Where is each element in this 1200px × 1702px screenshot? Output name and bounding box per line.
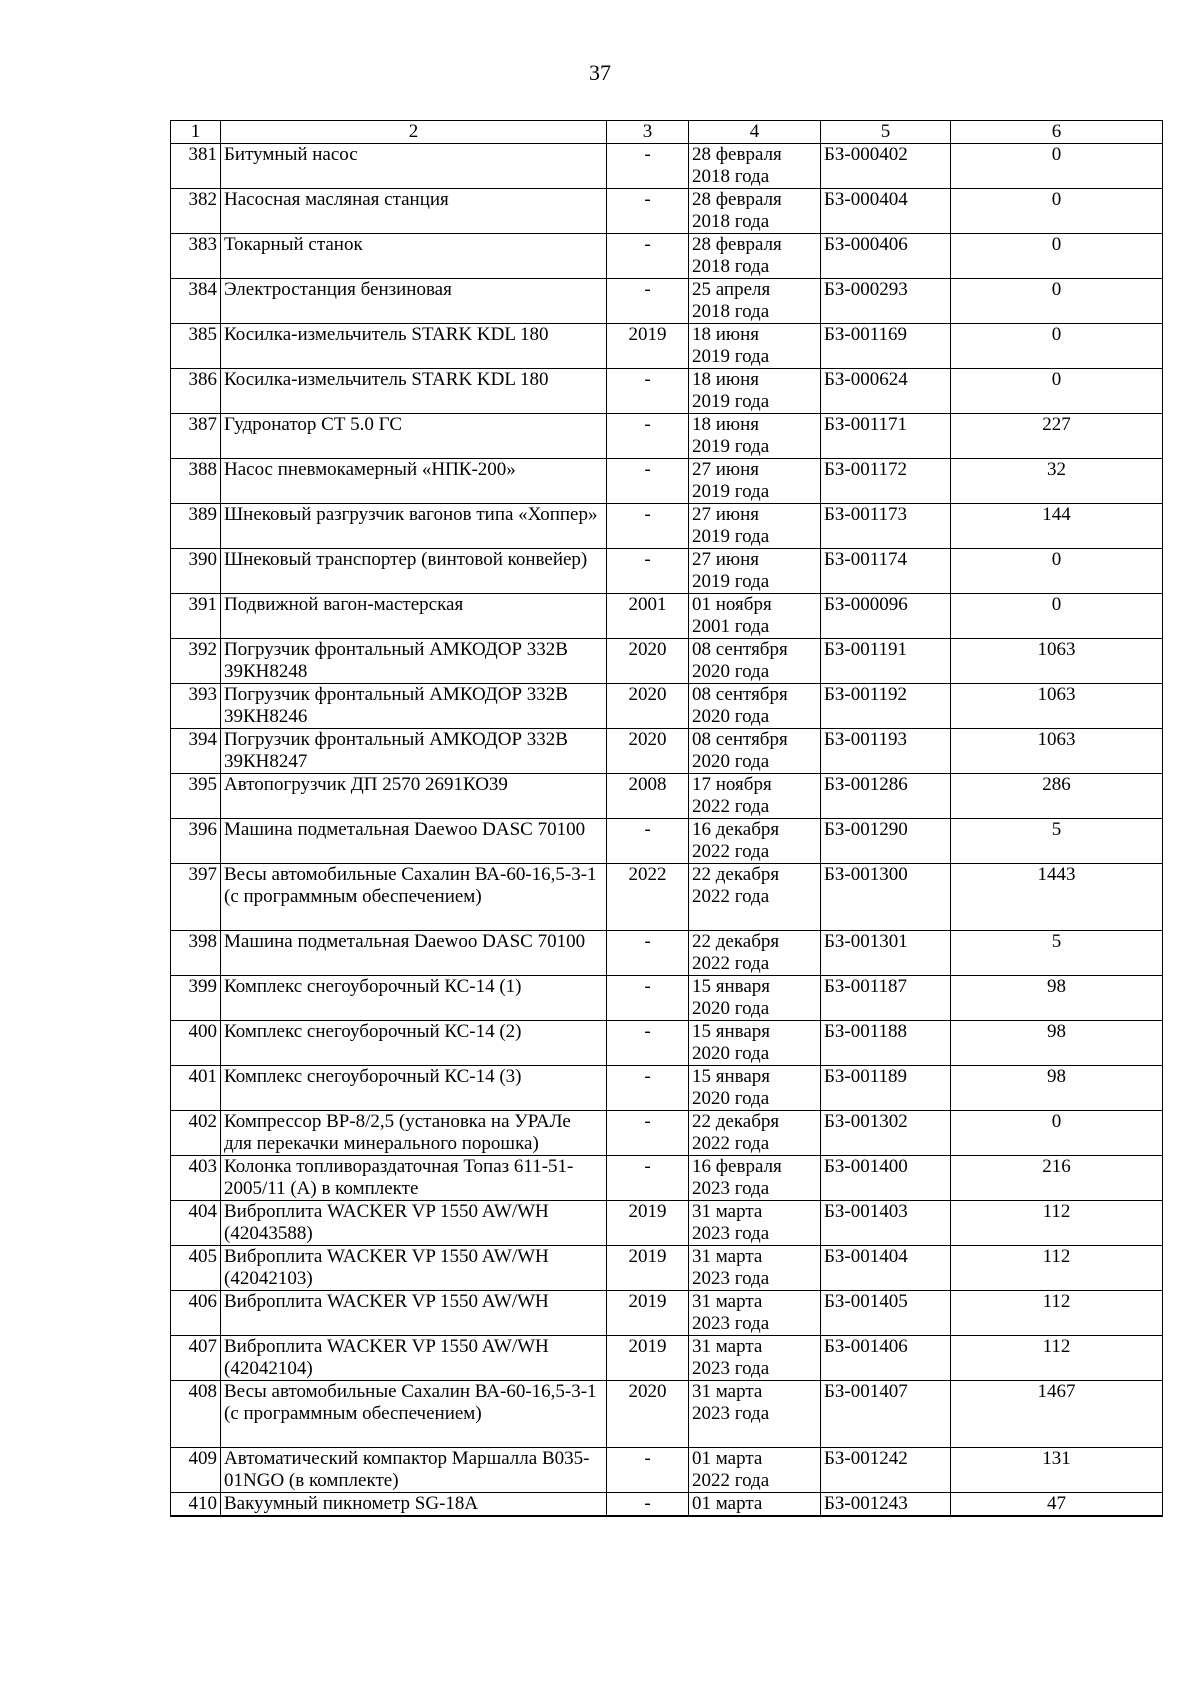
date-text: 27 июня 2019 года — [692, 504, 770, 547]
value-cell: 5 — [951, 819, 1163, 864]
item-name-cell: Комплекс снегоуборочный КС-14 (2) — [221, 1021, 607, 1066]
value-cell: 1467 — [951, 1381, 1163, 1448]
date-cell — [689, 1201, 821, 1246]
table-row — [171, 1066, 1163, 1111]
table-row — [171, 189, 1163, 234]
row-number-cell: 396 — [171, 819, 221, 864]
inventory-number-cell: БЗ-000402 — [821, 144, 951, 189]
row-number-cell: 384 — [171, 279, 221, 324]
year-cell: - — [607, 369, 689, 414]
inventory-number-cell: БЗ-001172 — [821, 459, 951, 504]
year-cell: 2019 — [607, 1291, 689, 1336]
date-cell — [689, 1021, 821, 1066]
date-cell — [689, 819, 821, 864]
item-name-cell: Погрузчик фронтальный АМКОДОР 332В 39КН8247 — [221, 729, 607, 774]
date-cell — [689, 1381, 821, 1448]
year-cell: 2019 — [607, 324, 689, 369]
row-number-cell: 392 — [171, 639, 221, 684]
inventory-number-cell: БЗ-001193 — [821, 729, 951, 774]
item-name-cell: Насос пневмокамерный «НПК-200» — [221, 459, 607, 504]
year-cell: - — [607, 1156, 689, 1201]
row-number-cell: 406 — [171, 1291, 221, 1336]
year-cell: - — [607, 931, 689, 976]
row-number-cell: 407 — [171, 1336, 221, 1381]
value-cell: 0 — [951, 549, 1163, 594]
value-cell: 1443 — [951, 864, 1163, 931]
table-row — [171, 1448, 1163, 1493]
value-cell: 0 — [951, 369, 1163, 414]
item-name-cell: Комплекс снегоуборочный КС-14 (3) — [221, 1066, 607, 1111]
inventory-number-cell: БЗ-000404 — [821, 189, 951, 234]
row-number-cell: 409 — [171, 1448, 221, 1493]
row-number-cell: 390 — [171, 549, 221, 594]
date-text: 28 февраля 2018 года — [692, 144, 782, 187]
table-row — [171, 819, 1163, 864]
year-cell: - — [607, 1111, 689, 1156]
inventory-number-cell: БЗ-001188 — [821, 1021, 951, 1066]
year-cell: - — [607, 1448, 689, 1493]
date-cell — [689, 684, 821, 729]
date-cell — [689, 369, 821, 414]
item-name-cell: Битумный насос — [221, 144, 607, 189]
item-name-cell: Виброплита WACKER VP 1550 AW/WH (42042103) — [221, 1246, 607, 1291]
table-row — [171, 684, 1163, 729]
date-cell — [689, 1336, 821, 1381]
year-cell: - — [607, 414, 689, 459]
item-name-cell: Виброплита WACKER VP 1550 AW/WH (42042104) — [221, 1336, 607, 1381]
value-cell: 32 — [951, 459, 1163, 504]
date-text: 18 июня 2019 года — [692, 369, 770, 412]
date-text: 28 февраля 2018 года — [692, 234, 782, 277]
table-row — [171, 1111, 1163, 1156]
item-name-cell: Насосная масляная станция — [221, 189, 607, 234]
year-cell: - — [607, 459, 689, 504]
inventory-number-cell: БЗ-000293 — [821, 279, 951, 324]
date-cell — [689, 931, 821, 976]
year-cell: - — [607, 144, 689, 189]
table-row — [171, 1493, 1163, 1517]
row-number-cell: 399 — [171, 976, 221, 1021]
table-row — [171, 1291, 1163, 1336]
item-name-cell: Комплекс снегоуборочный КС-14 (1) — [221, 976, 607, 1021]
table-row — [171, 414, 1163, 459]
value-cell: 0 — [951, 324, 1163, 369]
item-name-cell: Колонка топливораздаточная Топаз 611-51-2005/11 (А) в комплекте — [221, 1156, 607, 1201]
table-row — [171, 976, 1163, 1021]
date-cell — [689, 729, 821, 774]
value-cell: 112 — [951, 1201, 1163, 1246]
row-number-cell: 397 — [171, 864, 221, 931]
date-text: 18 июня 2019 года — [692, 324, 770, 367]
inventory-number-cell: БЗ-001302 — [821, 1111, 951, 1156]
table-row — [171, 774, 1163, 819]
row-number-cell: 394 — [171, 729, 221, 774]
table-row — [171, 324, 1163, 369]
date-text: 27 июня 2019 года — [692, 459, 770, 502]
inventory-number-cell: БЗ-001173 — [821, 504, 951, 549]
inventory-number-cell: БЗ-001301 — [821, 931, 951, 976]
header-cell: 6 — [951, 121, 1163, 144]
date-text: 15 января 2020 года — [692, 976, 771, 1019]
value-cell: 0 — [951, 189, 1163, 234]
date-text: 08 сентября 2020 года — [692, 729, 788, 772]
header-cell: 3 — [607, 121, 689, 144]
date-text: 16 декабря 2022 года — [692, 819, 780, 862]
item-name-cell: Шнековый разгрузчик вагонов типа «Хоппер» — [221, 504, 607, 549]
year-cell: - — [607, 279, 689, 324]
date-text: 15 января 2020 года — [692, 1066, 771, 1109]
row-number-cell: 391 — [171, 594, 221, 639]
value-cell: 286 — [951, 774, 1163, 819]
table-row — [171, 279, 1163, 324]
table-row — [171, 1156, 1163, 1201]
date-cell — [689, 234, 821, 279]
value-cell: 1063 — [951, 729, 1163, 774]
item-name-cell: Автопогрузчик ДП 2570 2691КО39 — [221, 774, 607, 819]
date-cell — [689, 504, 821, 549]
date-text: 18 июня 2019 года — [692, 414, 770, 457]
date-cell — [689, 324, 821, 369]
year-cell: 2020 — [607, 1381, 689, 1448]
date-cell — [689, 639, 821, 684]
year-cell: - — [607, 504, 689, 549]
item-name-cell: Виброплита WACKER VP 1550 AW/WH — [221, 1291, 607, 1336]
header-cell: 4 — [689, 121, 821, 144]
year-cell: - — [607, 549, 689, 594]
value-cell: 98 — [951, 976, 1163, 1021]
row-number-cell: 401 — [171, 1066, 221, 1111]
item-name-cell: Вакуумный пикнометр SG-18А — [221, 1493, 607, 1517]
year-cell: - — [607, 189, 689, 234]
table-row — [171, 931, 1163, 976]
date-cell — [689, 1066, 821, 1111]
value-cell: 1063 — [951, 639, 1163, 684]
row-number-cell: 400 — [171, 1021, 221, 1066]
value-cell: 0 — [951, 144, 1163, 189]
value-cell: 131 — [951, 1448, 1163, 1493]
page-number: 37 — [589, 60, 611, 85]
date-cell — [689, 1111, 821, 1156]
date-cell — [689, 1493, 821, 1517]
value-cell: 0 — [951, 279, 1163, 324]
inventory-number-cell: БЗ-001404 — [821, 1246, 951, 1291]
inventory-number-cell: БЗ-001407 — [821, 1381, 951, 1448]
value-cell: 216 — [951, 1156, 1163, 1201]
inventory-number-cell: БЗ-001403 — [821, 1201, 951, 1246]
date-text: 01 марта 2022 года — [692, 1448, 770, 1491]
table-row — [171, 459, 1163, 504]
row-number-cell: 405 — [171, 1246, 221, 1291]
year-cell: 2020 — [607, 729, 689, 774]
item-name-cell: Погрузчик фронтальный АМКОДОР 332В 39КН8246 — [221, 684, 607, 729]
inventory-number-cell: БЗ-001171 — [821, 414, 951, 459]
value-cell: 112 — [951, 1246, 1163, 1291]
date-cell — [689, 144, 821, 189]
inventory-number-cell: БЗ-001300 — [821, 864, 951, 931]
year-cell: - — [607, 1021, 689, 1066]
inventory-number-cell: БЗ-001243 — [821, 1493, 951, 1517]
inventory-number-cell: БЗ-001187 — [821, 976, 951, 1021]
year-cell: 2020 — [607, 684, 689, 729]
value-cell: 112 — [951, 1291, 1163, 1336]
table-row — [171, 504, 1163, 549]
value-cell: 144 — [951, 504, 1163, 549]
date-cell — [689, 459, 821, 504]
item-name-cell: Электростанция бензиновая — [221, 279, 607, 324]
row-number-cell: 403 — [171, 1156, 221, 1201]
item-name-cell: Гудронатор СТ 5.0 ГС — [221, 414, 607, 459]
item-name-cell: Весы автомобильные Сахалин ВА-60-16,5-3-1 (с программным обеспечением) — [221, 864, 607, 931]
item-name-cell: Машина подметальная Daewoo DASC 70100 — [221, 931, 607, 976]
header-cell: 1 — [171, 121, 221, 144]
table-row — [171, 594, 1163, 639]
date-text: 31 марта 2023 года — [692, 1291, 770, 1334]
date-cell — [689, 189, 821, 234]
inventory-number-cell: БЗ-001242 — [821, 1448, 951, 1493]
inventory-number-cell: БЗ-001169 — [821, 324, 951, 369]
table-row — [171, 369, 1163, 414]
date-cell — [689, 774, 821, 819]
value-cell: 112 — [951, 1336, 1163, 1381]
item-name-cell: Машина подметальная Daewoo DASC 70100 — [221, 819, 607, 864]
row-number-cell: 381 — [171, 144, 221, 189]
item-name-cell: Погрузчик фронтальный АМКОДОР 332В 39КН8248 — [221, 639, 607, 684]
row-number-cell: 389 — [171, 504, 221, 549]
date-text: 15 января 2020 года — [692, 1021, 771, 1064]
date-text: 16 февраля 2023 года — [692, 1156, 782, 1199]
year-cell: 2019 — [607, 1201, 689, 1246]
header-cell: 2 — [221, 121, 607, 144]
date-text: 31 марта 2023 года — [692, 1201, 770, 1244]
item-name-cell: Подвижной вагон-мастерская — [221, 594, 607, 639]
date-text: 08 сентября 2020 года — [692, 639, 788, 682]
date-cell — [689, 414, 821, 459]
table-row — [171, 1201, 1163, 1246]
inventory-number-cell: БЗ-000406 — [821, 234, 951, 279]
row-number-cell: 404 — [171, 1201, 221, 1246]
header-cell: 5 — [821, 121, 951, 144]
date-cell — [689, 1291, 821, 1336]
item-name-cell: Компрессор ВР-8/2,5 (установка на УРАЛе для перекачки минерального порошка) — [221, 1111, 607, 1156]
date-text: 01 марта — [692, 1493, 763, 1514]
date-text: 27 июня 2019 года — [692, 549, 770, 592]
table-row — [171, 1381, 1163, 1448]
year-cell: 2019 — [607, 1246, 689, 1291]
inventory-number-cell: БЗ-001290 — [821, 819, 951, 864]
item-name-cell: Токарный станок — [221, 234, 607, 279]
inventory-number-cell: БЗ-001405 — [821, 1291, 951, 1336]
row-number-cell: 387 — [171, 414, 221, 459]
year-cell: 2019 — [607, 1336, 689, 1381]
row-number-cell: 395 — [171, 774, 221, 819]
date-cell — [689, 279, 821, 324]
row-number-cell: 386 — [171, 369, 221, 414]
date-text: 31 марта 2023 года — [692, 1336, 770, 1379]
inventory-number-cell: БЗ-000096 — [821, 594, 951, 639]
value-cell: 47 — [951, 1493, 1163, 1517]
table-row — [171, 1021, 1163, 1066]
inventory-number-cell: БЗ-001192 — [821, 684, 951, 729]
inventory-number-cell: БЗ-001174 — [821, 549, 951, 594]
table-row — [171, 1246, 1163, 1291]
year-cell: - — [607, 1066, 689, 1111]
year-cell: 2008 — [607, 774, 689, 819]
date-text: 28 февраля 2018 года — [692, 189, 782, 232]
year-cell: 2001 — [607, 594, 689, 639]
equipment-table — [170, 120, 1163, 1517]
date-text: 17 ноября 2022 года — [692, 774, 772, 817]
row-number-cell: 385 — [171, 324, 221, 369]
date-cell — [689, 976, 821, 1021]
row-number-cell: 388 — [171, 459, 221, 504]
year-cell: - — [607, 819, 689, 864]
row-number-cell: 383 — [171, 234, 221, 279]
value-cell: 5 — [951, 931, 1163, 976]
date-cell — [689, 1156, 821, 1201]
date-cell — [689, 864, 821, 931]
value-cell: 227 — [951, 414, 1163, 459]
inventory-number-cell: БЗ-001406 — [821, 1336, 951, 1381]
date-cell — [689, 1448, 821, 1493]
item-name-cell: Косилка-измельчитель STARK KDL 180 — [221, 369, 607, 414]
item-name-cell: Косилка-измельчитель STARK KDL 180 — [221, 324, 607, 369]
table-row — [171, 549, 1163, 594]
row-number-cell: 408 — [171, 1381, 221, 1448]
row-number-cell: 410 — [171, 1493, 221, 1517]
year-cell: - — [607, 234, 689, 279]
date-text: 22 декабря 2022 года — [692, 1111, 780, 1154]
item-name-cell: Шнековый транспортер (винтовой конвейер) — [221, 549, 607, 594]
date-text: 22 декабря 2022 года — [692, 931, 780, 974]
row-number-cell: 382 — [171, 189, 221, 234]
table-row — [171, 864, 1163, 931]
row-number-cell: 393 — [171, 684, 221, 729]
year-cell: - — [607, 1493, 689, 1517]
value-cell: 0 — [951, 594, 1163, 639]
date-text: 31 марта 2023 года — [692, 1246, 770, 1289]
date-text: 22 декабря 2022 года — [692, 864, 780, 907]
table-row — [171, 729, 1163, 774]
inventory-number-cell: БЗ-001286 — [821, 774, 951, 819]
value-cell: 98 — [951, 1066, 1163, 1111]
date-text: 31 марта 2023 года — [692, 1381, 770, 1424]
item-name-cell: Виброплита WACKER VP 1550 AW/WH (42043588) — [221, 1201, 607, 1246]
row-number-cell: 398 — [171, 931, 221, 976]
date-cell — [689, 549, 821, 594]
table-row — [171, 1336, 1163, 1381]
table-header-row — [171, 121, 1163, 144]
year-cell: 2020 — [607, 639, 689, 684]
table-body — [171, 121, 1163, 1517]
row-number-cell: 402 — [171, 1111, 221, 1156]
year-cell: 2022 — [607, 864, 689, 931]
inventory-number-cell: БЗ-001400 — [821, 1156, 951, 1201]
value-cell: 1063 — [951, 684, 1163, 729]
value-cell: 98 — [951, 1021, 1163, 1066]
value-cell: 0 — [951, 234, 1163, 279]
item-name-cell: Автоматический компактор Маршалла В035-01NGO (в комплекте) — [221, 1448, 607, 1493]
inventory-number-cell: БЗ-001189 — [821, 1066, 951, 1111]
table-row — [171, 144, 1163, 189]
item-name-cell: Весы автомобильные Сахалин ВА-60-16,5-3-1 (с программным обеспечением) — [221, 1381, 607, 1448]
value-cell: 0 — [951, 1111, 1163, 1156]
date-cell — [689, 1246, 821, 1291]
table-row — [171, 234, 1163, 279]
date-text: 25 апреля 2018 года — [692, 279, 771, 322]
year-cell: - — [607, 976, 689, 1021]
date-cell — [689, 594, 821, 639]
date-text: 08 сентября 2020 года — [692, 684, 788, 727]
table-row — [171, 639, 1163, 684]
inventory-number-cell: БЗ-001191 — [821, 639, 951, 684]
date-text: 01 ноября 2001 года — [692, 594, 772, 637]
inventory-number-cell: БЗ-000624 — [821, 369, 951, 414]
